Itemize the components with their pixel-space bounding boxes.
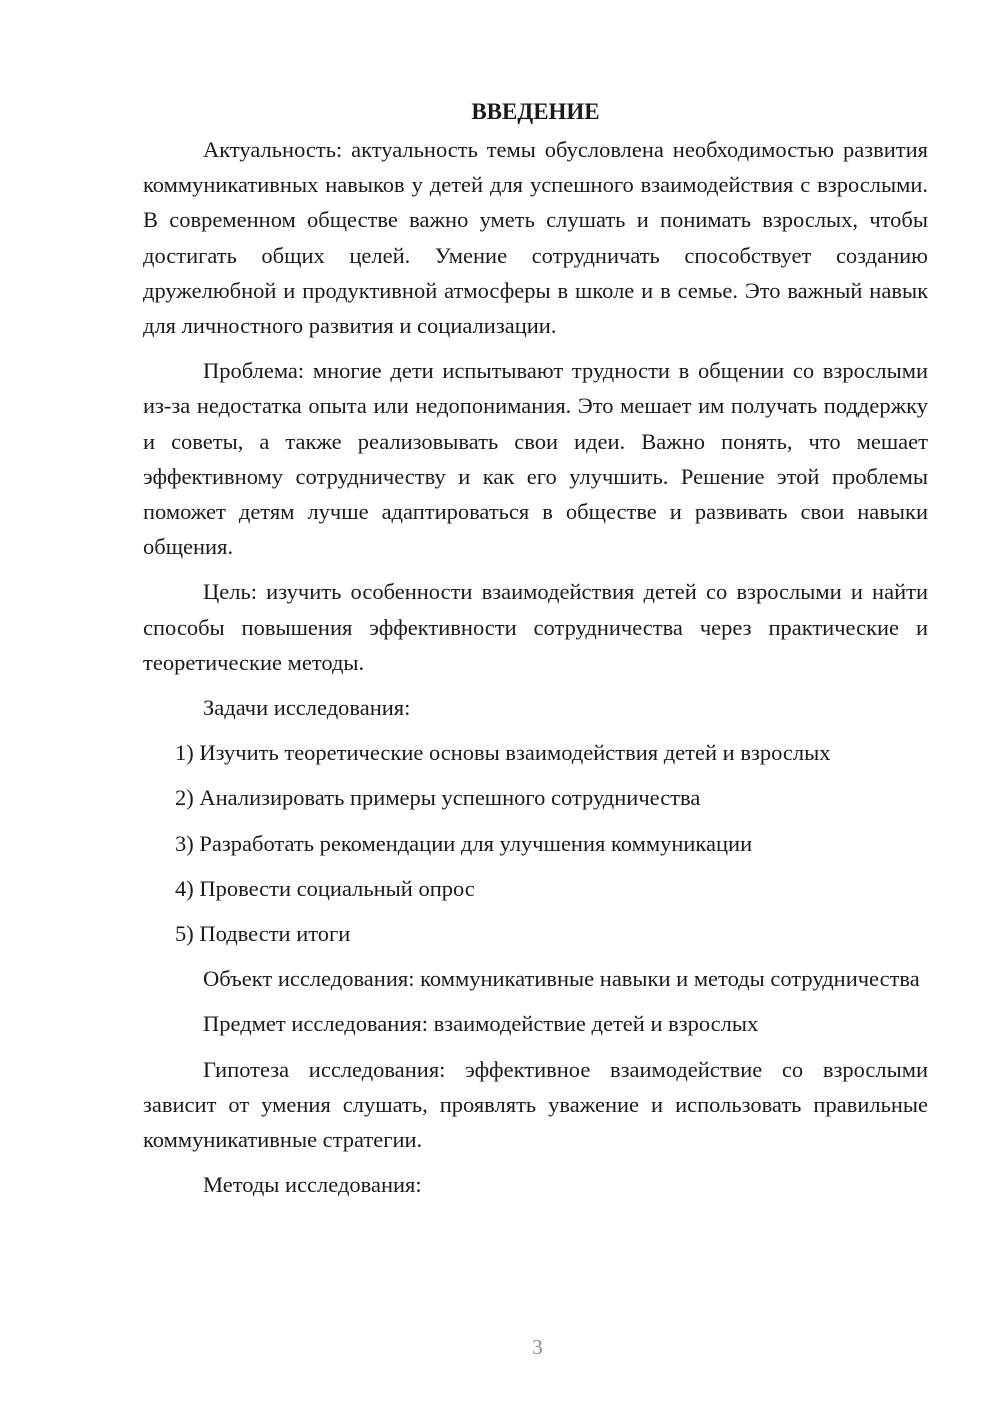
task-item: 1) Изучить теоретические основы взаимодействия детей и взрослых — [175, 740, 831, 766]
methods-title: Методы исследования: — [203, 1172, 422, 1198]
page-content — [143, 94, 928, 1212]
goal-paragraph: Цель: изучить особенности взаимодействия детей со взрослыми и найти способы повышения эффективности сотрудничества через практические и теоретические методы. — [143, 579, 928, 675]
task-item: 4) Провести социальный опрос — [175, 875, 475, 901]
tasks-title: Задачи исследования: — [203, 695, 411, 721]
problem-paragraph: Проблема: многие дети испытывают трудности в общении со взрослыми из-за недостатка опыта или недопонимания. Это мешает им получать поддержку и советы, а также реализовывать свои идеи. Важно понять, что мешает эффективному сотрудничеству и как его улучшить. Решение этой проблемы поможет детям лучше адаптироваться в обществе и развивать свои навыки общения. — [143, 358, 928, 560]
hypothesis-paragraph: Гипотеза исследования: эффективное взаимодействие со взрослыми зависит от умения слушать, проявлять уважение и использовать правильные коммуникативные стратегии. — [143, 1056, 928, 1153]
tasks-list — [143, 735, 928, 951]
task-item: 5) Подвести итоги — [175, 921, 351, 947]
page-number: 3 — [532, 1335, 543, 1359]
task-item: 2) Анализировать примеры успешного сотрудничества — [175, 785, 701, 811]
subject-paragraph: Предмет исследования: взаимодействие детей и взрослых — [203, 1011, 759, 1037]
section-heading: ВВЕДЕНИЕ — [471, 99, 600, 124]
relevance-paragraph: Актуальность: актуальность темы обусловлена необходимостью развития коммуникативных навыков у детей для успешного взаимодействия с взрослыми. В современном обществе важно уметь слушать и понимать взрослых, чтобы достигать общих целей. Умение сотрудничать способствует созданию дружелюбной и продуктивной атмосферы в школе и в семье. Это важный навык для личностного развития и социализации. — [143, 137, 928, 339]
object-paragraph: Объект исследования: коммуникативные навыки и методы сотрудничества — [203, 966, 920, 992]
task-item: 3) Разработать рекомендации для улучшения коммуникации — [175, 830, 753, 856]
